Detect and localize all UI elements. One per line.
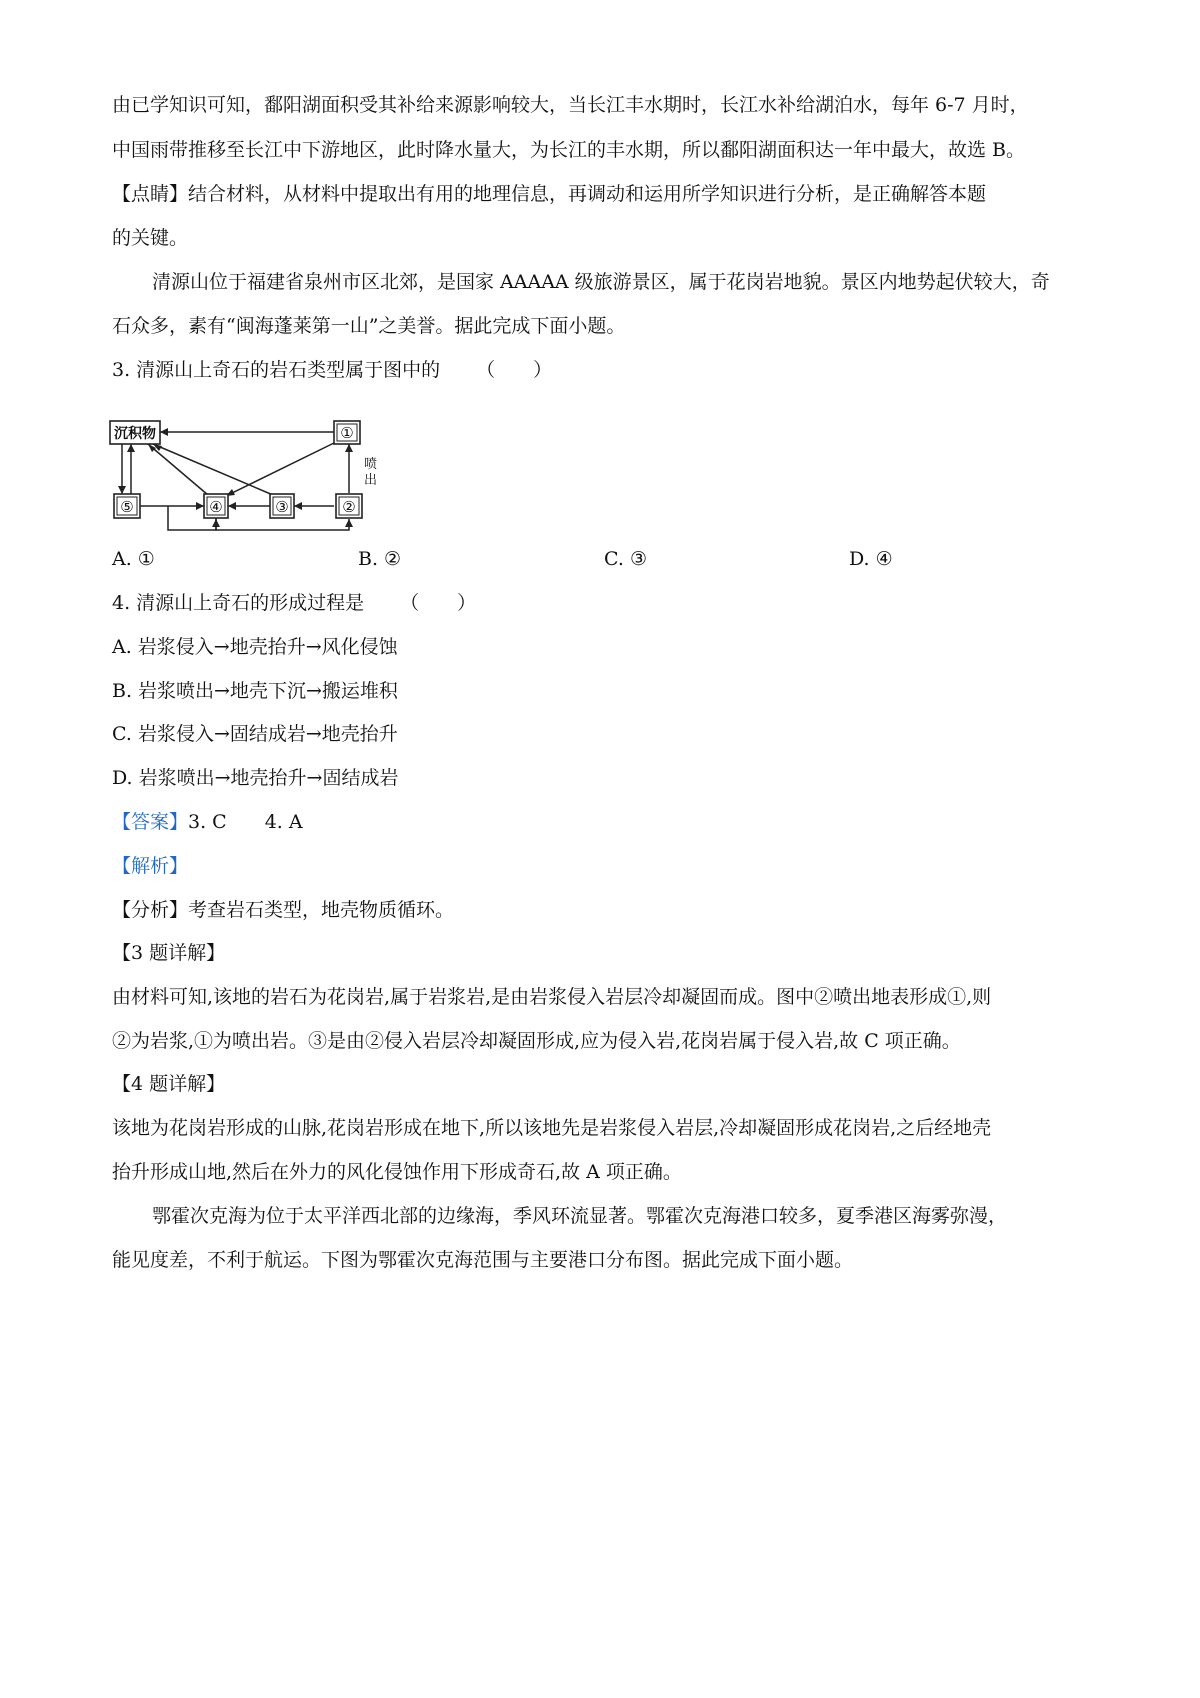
arrow-1-to-4	[226, 442, 336, 496]
material-okhotsk-line-1: 鄂霍次克海为位于太平洋西北部的边缘海，季风环流显著。鄂霍次克海港口较多，夏季港区海雾弥漫，	[152, 1205, 1008, 1227]
question-3-stem	[112, 357, 552, 383]
arrowhead	[127, 444, 135, 452]
arrowhead	[294, 502, 302, 510]
question-3-text: 3. 清源山上奇石的岩石类型属于图中的	[112, 359, 441, 381]
arrowhead	[118, 486, 126, 494]
question-3-option-c: C. ③	[604, 548, 647, 570]
question-4-detail-line-2: 抬升形成山地,然后在外力的风化侵蚀作用下形成奇石,故 A 项正确。	[112, 1161, 682, 1183]
question-4-option-d: D. 岩浆喷出→地壳抬升→固结成岩	[112, 767, 399, 789]
question-3-detail-tag: 【3 题详解】	[112, 942, 226, 964]
node-sediment-label: 沉积物	[114, 426, 156, 442]
question-4-bracket: （ ）	[400, 592, 477, 614]
fenxi-tag: 【分析】	[112, 899, 189, 921]
question-4-option-b: B. 岩浆喷出→地壳下沉→搬运堆积	[112, 680, 398, 702]
rock-cycle-diagram	[108, 420, 398, 540]
node-4-label: ④	[209, 498, 223, 516]
dianjing-text: 结合材料，从材料中提取出有用的地理信息，再调动和运用所学知识进行分析，是正确解答本题	[188, 183, 987, 205]
arrow-4-to-sediment	[148, 444, 208, 495]
question-4-detail-tag: 【4 题详解】	[112, 1073, 226, 1095]
arrowhead	[345, 444, 353, 452]
fenxi-text: 考查岩石类型，地壳物质循环。	[188, 899, 455, 921]
question-4-text: 4. 清源山上奇石的形成过程是	[112, 592, 365, 614]
explanation-line-2: 中国雨带推移至长江中下游地区，此时降水量大，为长江的丰水期，所以鄱阳湖面积达一年中最大，故选 B。	[112, 139, 1026, 161]
dianjing-line-2: 的关键。	[112, 227, 189, 249]
question-3-detail-line-2: ②为岩浆,①为喷出岩。③是由②侵入岩层冷却凝固形成,应为侵入岩,花岗岩属于侵入岩,故 C 项正确。	[112, 1030, 961, 1052]
arrowhead	[196, 502, 204, 510]
eruption-label-top: 喷	[364, 457, 378, 472]
question-3-option-a: A. ①	[112, 548, 155, 570]
arrowhead	[212, 519, 220, 527]
material-qingyuan-line-1: 清源山位于福建省泉州市区北郊，是国家 AAAAA 级旅游景区，属于花岗岩地貌。景区内地势起伏较大，奇	[152, 271, 1050, 293]
eruption-label-bottom: 出	[364, 473, 378, 488]
node-3-label: ③	[275, 498, 289, 516]
question-4-detail-line-1: 该地为花岗岩形成的山脉,花岗岩形成在地下,所以该地先是岩浆侵入岩层,冷却凝固形成花岗岩,之后经地壳	[112, 1117, 992, 1139]
material-okhotsk-line-2: 能见度差，不利于航运。下图为鄂霍次克海范围与主要港口分布图。据此完成下面小题。	[112, 1249, 854, 1271]
arrowhead	[345, 519, 353, 527]
question-4-option-a: A. 岩浆侵入→地壳抬升→风化侵蚀	[112, 636, 398, 658]
dianjing-line-1	[112, 181, 986, 207]
question-3-detail-line-1: 由材料可知,该地的岩石为花岗岩,属于岩浆岩,是由岩浆侵入岩层冷却凝固而成。图中②喷出地表形成①,则	[112, 986, 992, 1008]
arrowhead	[228, 502, 236, 510]
arrow-4-to-2-loop	[216, 518, 349, 530]
node-2-label: ②	[342, 498, 356, 516]
answer-line	[112, 809, 303, 835]
question-3-bracket: （ ）	[476, 359, 553, 381]
analysis-tag: 【解析】	[112, 855, 189, 877]
question-4-stem	[112, 590, 476, 616]
answer-tag: 【答案】	[112, 811, 189, 833]
node-1-label: ①	[340, 424, 354, 442]
dianjing-tag: 【点睛】	[112, 183, 189, 205]
node-5-label: ⑤	[120, 498, 134, 516]
material-qingyuan-line-2: 石众多，素有“闽海蓬莱第一山”之美誉。据此完成下面小题。	[112, 315, 626, 337]
analysis-fenxi-line	[112, 897, 454, 923]
question-4-option-c: C. 岩浆侵入→固结成岩→地壳抬升	[112, 723, 398, 745]
question-3-option-d: D. ④	[849, 548, 893, 570]
arrow-3-to-sediment	[153, 444, 273, 495]
arrowhead	[160, 428, 168, 436]
answer-text: 3. C 4. A	[188, 811, 303, 833]
explanation-line-1: 由已学知识可知，鄱阳湖面积受其补给来源影响较大，当长江丰水期时，长江水补给湖泊水，每年 6-7 月时，	[112, 94, 1029, 116]
question-3-option-b: B. ②	[358, 548, 402, 570]
